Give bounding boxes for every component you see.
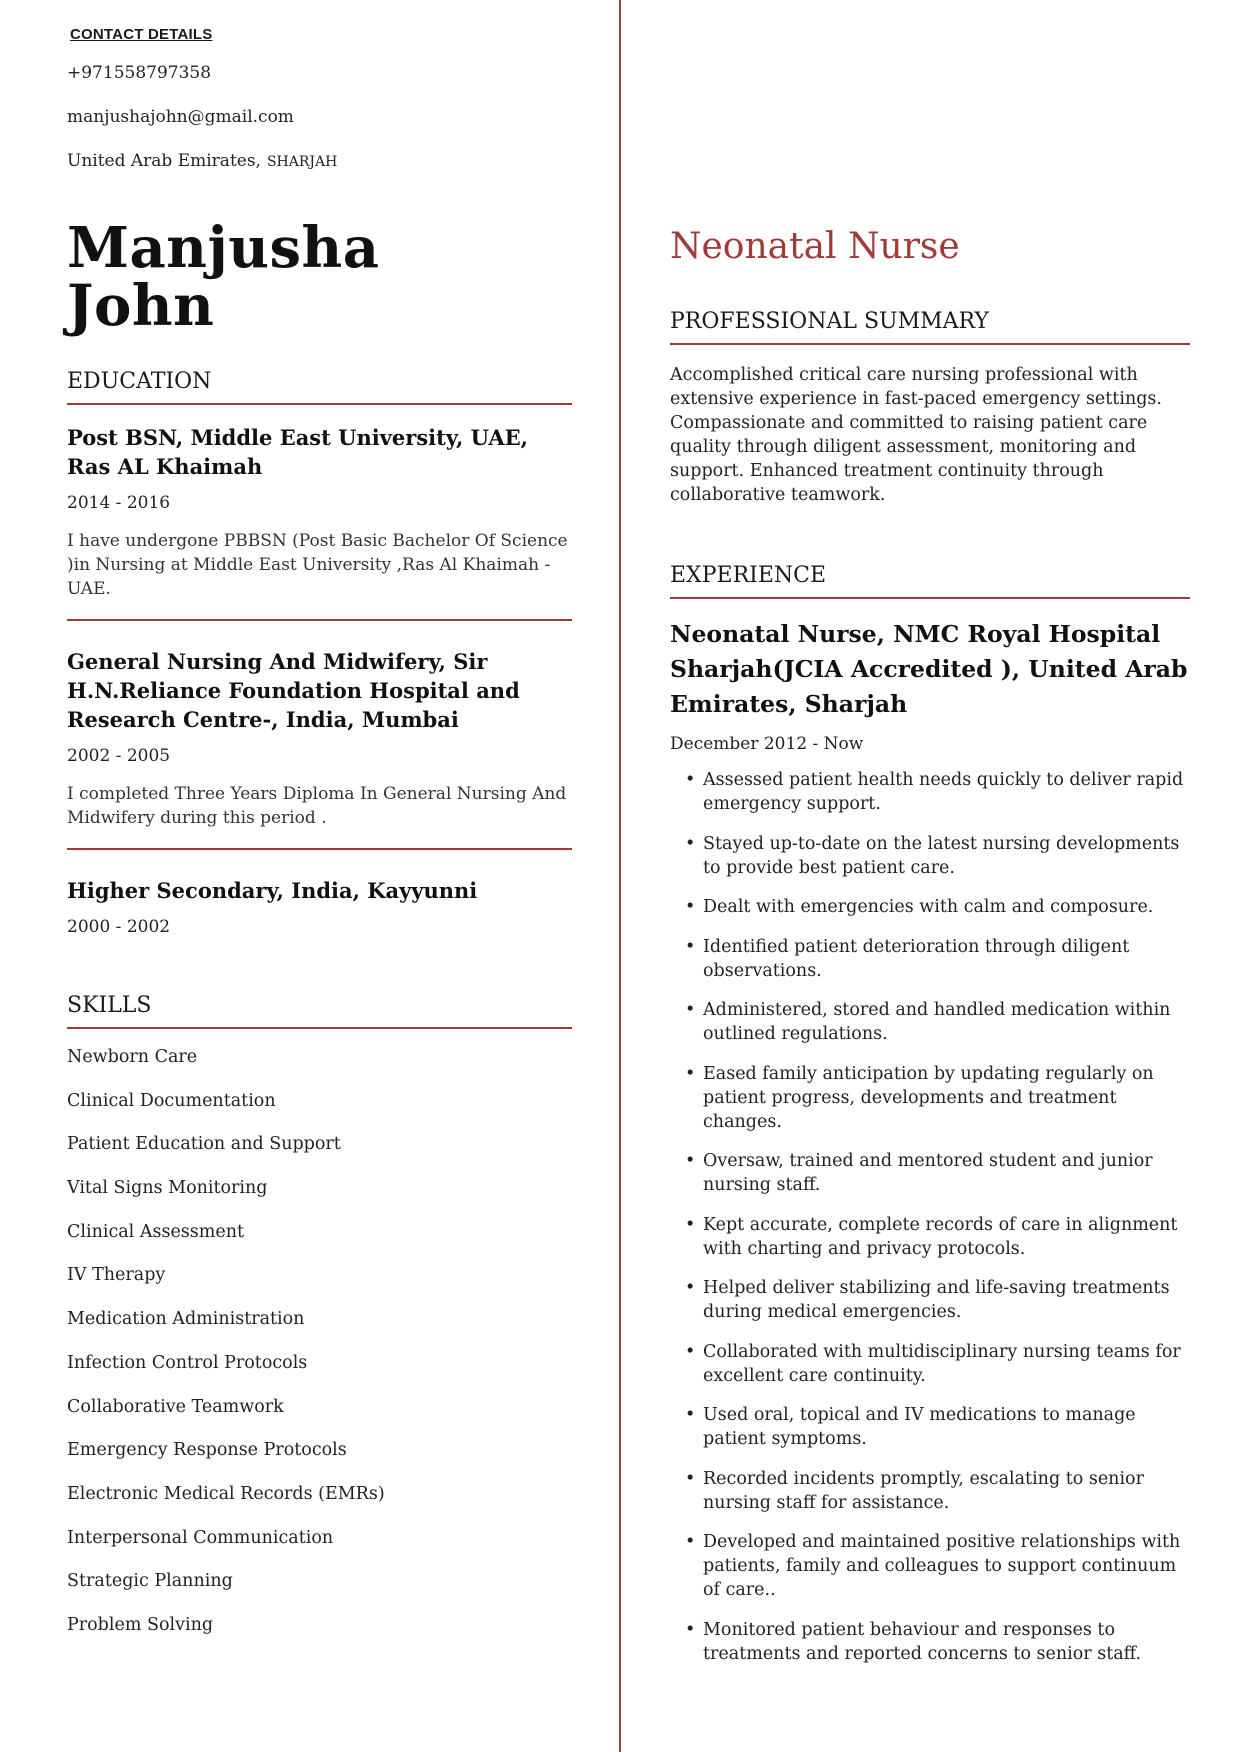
bullet-icon: • <box>685 897 696 917</box>
education-item <box>67 647 572 850</box>
bullet-item <box>670 768 1190 816</box>
left-column <box>67 26 572 1659</box>
person-name <box>67 215 572 339</box>
bullet-icon: • <box>685 1151 696 1171</box>
education-description: I have undergone PBBSN (Post Basic Bachelor Of Science )in Nursing at Middle East University ,Ras Al Khaimah -UAE. <box>67 531 568 599</box>
experience-section <box>670 563 1190 1666</box>
bullet-item <box>670 832 1190 880</box>
bullet-icon: • <box>685 1214 696 1235</box>
bullet-text: Oversaw, trained and mentored student and junior nursing staff. <box>703 1151 1153 1195</box>
bullet-item <box>670 998 1190 1046</box>
education-description: I completed Three Years Diploma In General Nursing And Midwifery during this period . <box>67 784 567 828</box>
experience-title: Neonatal Nurse, NMC Royal Hospital Sharjah(JCIA Accredited ), United Arab Emirates, Sharjah <box>670 620 1188 718</box>
bullet-text: Collaborated with multidisciplinary nursing teams for excellent care continuity. <box>703 1341 1181 1386</box>
bullet-icon: • <box>685 1341 696 1362</box>
skill-item: Vital Signs Monitoring <box>67 1178 268 1199</box>
bullet-item <box>670 1062 1190 1134</box>
bullet-icon: • <box>685 1063 696 1084</box>
bullet-item <box>670 935 1190 983</box>
bullet-item <box>670 1467 1190 1515</box>
skill-item: Clinical Assessment <box>67 1221 245 1242</box>
skill-item: Problem Solving <box>67 1614 214 1635</box>
contact-city: SHARJAH <box>266 154 338 170</box>
bullet-item <box>670 1530 1190 1602</box>
bullet-text: Developed and maintained positive relationships with patients, family and colleagues to support continuum of care.. <box>703 1532 1181 1600</box>
contact-heading: CONTACT DETAILS <box>70 26 213 43</box>
skill-item: Strategic Planning <box>67 1571 233 1592</box>
first-name: Manjusha <box>67 215 380 281</box>
bullet-item <box>670 1149 1190 1197</box>
bullet-icon: • <box>685 1532 696 1552</box>
skills-section <box>67 993 572 1659</box>
bullet-text: Administered, stored and handled medication within outlined regulations. <box>703 1000 1171 1044</box>
contact-country: United Arab Emirates, <box>67 151 261 171</box>
bullet-item <box>670 895 1190 919</box>
bullet-item <box>670 1276 1190 1324</box>
skill-item: Collaborative Teamwork <box>67 1396 284 1417</box>
bullet-icon: • <box>685 1000 696 1020</box>
skills-heading: SKILLS <box>67 993 572 1029</box>
bullet-icon: • <box>685 1619 696 1640</box>
bullet-text: Monitored patient behaviour and responses to treatments and reported concerns to senior staff. <box>703 1619 1142 1664</box>
bullet-text: Helped deliver stabilizing and life-saving treatments during medical emergencies. <box>703 1278 1170 1322</box>
contact-phone: +971558797358 <box>67 63 212 83</box>
skill-item: Patient Education and Support <box>67 1134 341 1155</box>
bullet-text: Identified patient deterioration through diligent observations. <box>703 936 1130 981</box>
contact-location <box>67 151 572 171</box>
bullet-text: Stayed up-to-date on the latest nursing developments to provide best patient care. <box>703 833 1180 878</box>
education-item <box>67 876 572 937</box>
bullet-text: Recorded incidents promptly, escalating to senior nursing staff for assistance. <box>703 1468 1144 1513</box>
education-dates: 2000 - 2002 <box>67 917 171 937</box>
bullet-item <box>670 1213 1190 1261</box>
experience-heading: EXPERIENCE <box>670 563 1190 599</box>
experience-dates: December 2012 - Now <box>670 734 864 754</box>
skill-item: Electronic Medical Records (EMRs) <box>67 1483 385 1504</box>
skill-item: Emergency Response Protocols <box>67 1440 347 1461</box>
education-dates: 2002 - 2005 <box>67 746 171 766</box>
bullet-item <box>670 1403 1190 1451</box>
contact-email: manjushajohn@gmail.com <box>67 107 294 127</box>
bullet-text: Eased family anticipation by updating regularly on patient progress, developments and treatment changes. <box>703 1063 1154 1132</box>
education-title: Post BSN, Middle East University, UAE, Ras AL Khaimah <box>67 425 528 479</box>
skill-item: Medication Administration <box>67 1309 305 1330</box>
education-dates: 2014 - 2016 <box>67 493 171 513</box>
bullet-icon: • <box>685 1405 696 1425</box>
bullet-item <box>670 1618 1190 1666</box>
experience-bullets <box>670 768 1190 1666</box>
bullet-icon: • <box>685 1468 696 1489</box>
skill-item: Clinical Documentation <box>67 1090 276 1111</box>
summary-text: Accomplished critical care nursing professional with extensive experience in fast-paced emergency settings. Compassionate and committed to raising patient care quality through diligent assessment, monitoring and support. Enhanced treatment continuity through collaborative teamwork. <box>670 365 1162 505</box>
summary-heading: PROFESSIONAL SUMMARY <box>670 309 1190 345</box>
bullet-icon: • <box>685 936 696 957</box>
bullet-text: Kept accurate, complete records of care in alignment with charting and privacy protocols. <box>703 1214 1178 1259</box>
education-section <box>67 369 572 937</box>
skill-item: IV Therapy <box>67 1265 166 1286</box>
bullet-item <box>670 1340 1190 1388</box>
bullet-icon: • <box>685 770 696 790</box>
skill-item: Infection Control Protocols <box>67 1352 308 1373</box>
bullet-text: Used oral, topical and IV medications to manage patient symptoms. <box>703 1405 1136 1449</box>
education-title: General Nursing And Midwifery, Sir H.N.Reliance Foundation Hospital and Research Centre-, India, Mumbai <box>67 649 520 732</box>
last-name: John <box>67 273 215 339</box>
education-title: Higher Secondary, India, Kayyunni <box>67 878 478 903</box>
bullet-text: Dealt with emergencies with calm and composure. <box>703 897 1154 917</box>
bullet-icon: • <box>685 833 696 854</box>
right-column <box>670 0 1190 1681</box>
column-divider <box>619 0 621 1752</box>
education-heading: EDUCATION <box>67 369 572 405</box>
headline: Neonatal Nurse <box>670 226 960 267</box>
education-item <box>67 423 572 621</box>
bullet-text: Assessed patient health needs quickly to deliver rapid emergency support. <box>703 770 1184 814</box>
summary-section <box>670 309 1190 507</box>
skill-item: Newborn Care <box>67 1047 198 1067</box>
bullet-icon: • <box>685 1278 696 1298</box>
skill-item: Interpersonal Communication <box>67 1527 334 1548</box>
